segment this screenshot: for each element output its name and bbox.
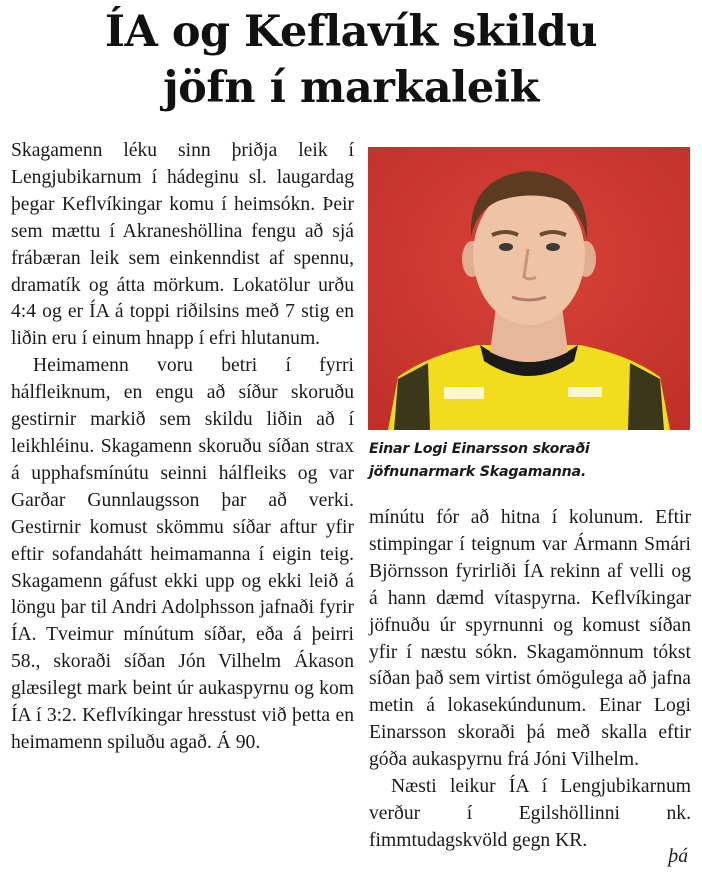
headline bbox=[0, 4, 702, 116]
paragraph-4: Næsti leikur ÍA í Lengjubikarnum verður í Egilshöllinni nk. fimmtudagskvöld gegn KR. bbox=[369, 776, 691, 851]
player-photo bbox=[368, 147, 690, 430]
continuation-text: þá bbox=[668, 846, 688, 867]
photo-caption: Einar Logi Einarsson skoraði jöfnunarmark Skagamanna. bbox=[369, 441, 590, 480]
player-portrait-illustration bbox=[368, 147, 690, 430]
paragraph-3: mínútu fór að hitna í kolunum. Eftir stimpingar í teignum var Ármann Smári Björnsson fyrirliði ÍA rekinn af velli og á hann dæmd vítaspyrna. Keflvíkingar jöfnuðu úr spyrnunni og komust síðan yfir í næstu sókn. Skagamönnum tókst síðan það sem virtist ómögulega að jafna metin á lokasekúndunum. Einar Logi Einarsson skoraði þá með skalla eftir góða aukaspyrnu frá Jóni Vilhelm. bbox=[369, 507, 691, 771]
paragraph-2: Heimamenn voru betri í fyrri hálfleiknum, en engu að síður skoruðu gestirnir markið sem skildu liðin að í leikhléinu. Skagamenn skoruðu síðan strax á upphafsmínútu seinni hálfleiks og var Garðar Gunnlaugsson þar að verki. Gestirnir komust skömmu síðar aftur yfir eftir sofandahátt heimamanna í eigin teig. Skagamenn gáfust ekki upp og ekki leið á löngu þar til Andri Adolphsson jafnaði fyrir ÍA. Tveimur mínútum síðar, eða á þeirri 58., skoraði síðan Jón Vilhelm Ákason glæsilegt mark beint úr aukaspyrnu og kom ÍA í 3:2. Keflvíkingar hresstust við þetta en heimamenn spiluðu agað. Á 90. bbox=[11, 355, 354, 753]
article-column-right bbox=[369, 505, 691, 855]
headline-line-2: jöfn í markaleik bbox=[163, 63, 539, 113]
article-column-left bbox=[11, 138, 354, 757]
headline-line-1: ÍA og Keflavík skildu bbox=[104, 7, 598, 57]
paragraph-1: Skagamenn léku sinn þriðja leik í Lengjubikarnum í hádeginu sl. laugardag þegar Keflvíkingar komu í heimsókn. Þeir sem mættu í Akraneshöllina fengu að sjá frábæran leik sem einkenndist af spennu, dramatík og átta mörkum. Lokatölur urðu 4:4 og er ÍA á toppi riðilsins með 7 stig en liðin eru í einum hnapp í efri hlutanum. bbox=[11, 140, 354, 350]
